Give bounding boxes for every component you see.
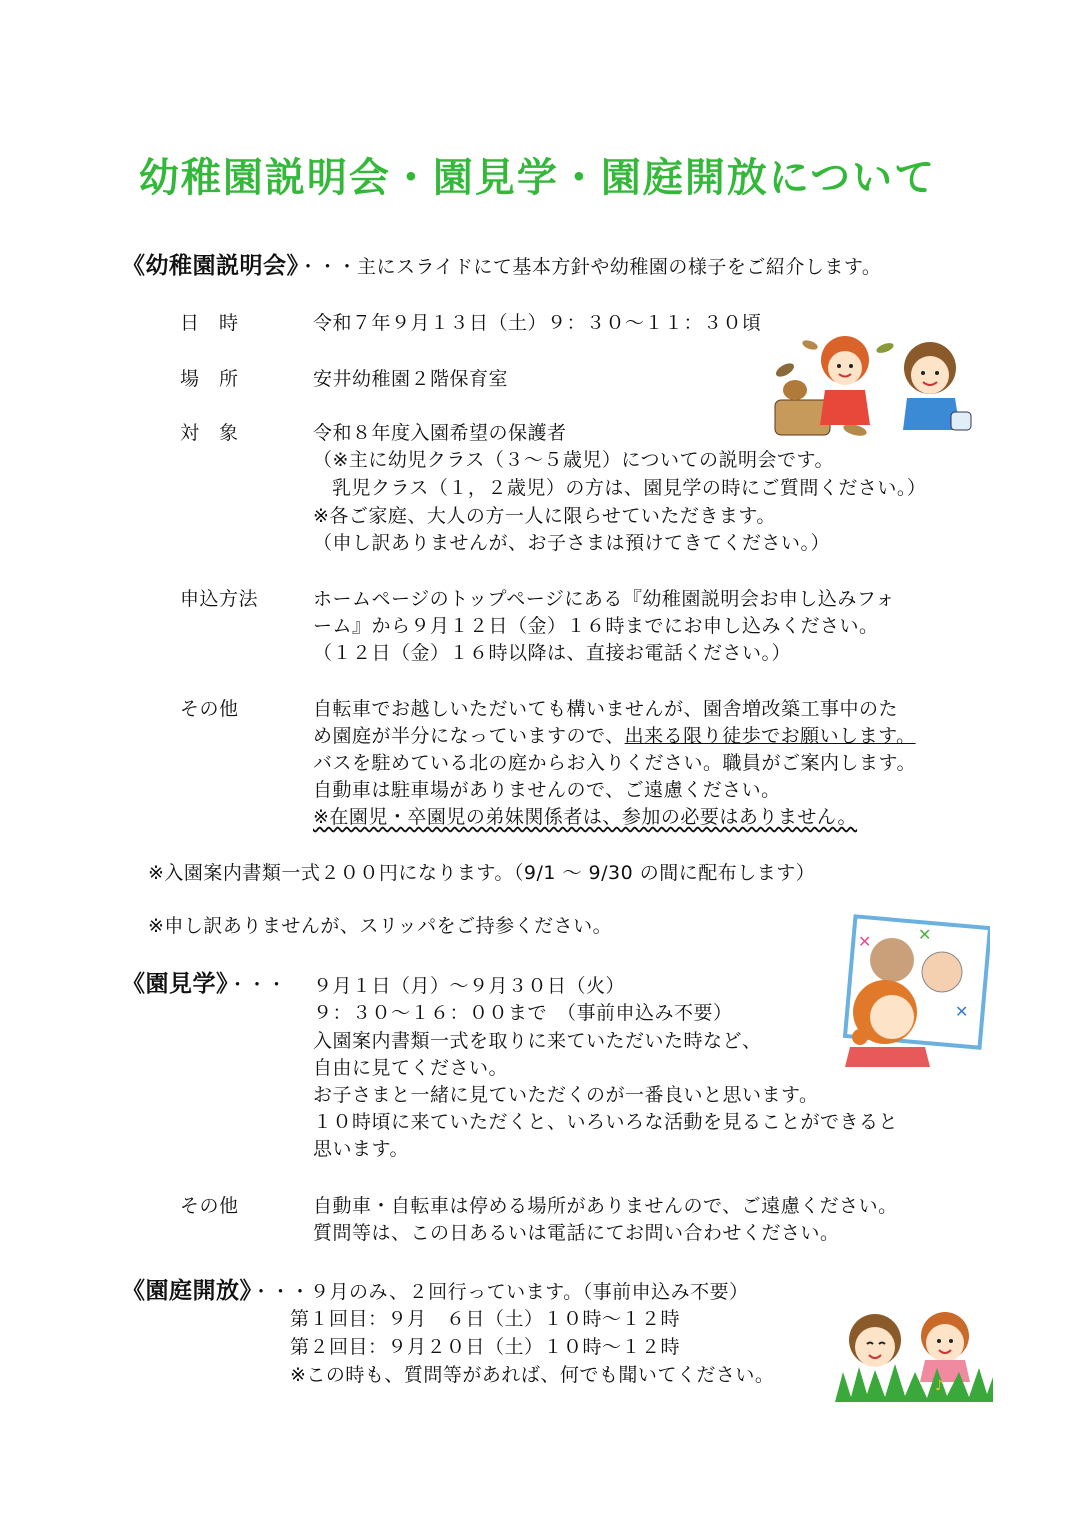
moushikomi-label: 申込方法 bbox=[180, 588, 259, 610]
sonota-line: 自動車は駐車場がありませんので、ご遠慮ください。 bbox=[313, 779, 781, 801]
kengaku-sonota-line: 自動車・自転車は停める場所がありませんので、ご遠慮ください。 bbox=[313, 1195, 898, 1217]
taisho-line: ※各ご家庭、大人の方一人に限らせていただきます。 bbox=[313, 505, 776, 527]
kengaku-line: 自由に見てください。 bbox=[313, 1057, 509, 1079]
moushikomi-line: ーム』から９月１２日（金）１６時までにお申し込みください。 bbox=[313, 615, 879, 637]
note-slippers: ※申し訳ありませんが、スリッパをご持参ください。 bbox=[148, 915, 613, 937]
sonota-label: その他 bbox=[180, 698, 239, 720]
taisho-line: （申し訳ありませんが、お子さまは預けてきてください。） bbox=[313, 532, 831, 554]
sonota-line: 自転車でお越しいただいても構いませんが、園舎増改築工事中のた bbox=[313, 698, 899, 720]
music-note-icon: ♪ bbox=[935, 1378, 944, 1394]
taisho-label: 対 象 bbox=[180, 422, 239, 444]
svg-text:✕: ✕ bbox=[918, 925, 932, 944]
kengaku-sonota-label: その他 bbox=[180, 1195, 239, 1217]
kengaku-line: ９：３０～１６：００まで （事前申込み不要） bbox=[313, 1002, 733, 1024]
children-autumn-picnic-illustration bbox=[765, 330, 995, 445]
setsumeikai-section bbox=[122, 253, 881, 280]
grandfather-face bbox=[870, 938, 914, 982]
kengaku-line: １０時頃に来ていただくと、いろいろな活動を見ることができると bbox=[313, 1111, 899, 1133]
kaiho-intro: ・・・９月のみ、２回行っています。（事前申込み不要） bbox=[251, 1281, 749, 1303]
note-documents: ※入園案内書類一式２００円になります。（9/1 ～ 9/30 の間に配布します） bbox=[148, 862, 816, 884]
kaiho-heading: 《園庭開放》 bbox=[122, 1278, 252, 1304]
girl-figure bbox=[820, 336, 870, 425]
basho-value: 安井幼稚園２階保育室 bbox=[313, 368, 509, 390]
svg-text:✕: ✕ bbox=[858, 932, 872, 951]
sonota-wavy-line: ※在園児・卒園児の弟妹関係者は、参加の必要はありません。 bbox=[313, 806, 858, 828]
sonota-line bbox=[313, 723, 916, 749]
taisho-line: 乳児クラス（１，２歳児）の方は、園見学の時にご質問ください。） bbox=[332, 477, 927, 499]
kaiho-line: ※この時も、質問等があれば、何でも聞いてください。 bbox=[290, 1364, 775, 1386]
sonota-line: バスを駐めている北の庭からお入りください。職員がご案内します。 bbox=[313, 752, 916, 774]
grass bbox=[835, 1364, 993, 1402]
kengaku-heading: 《園見学》 bbox=[122, 971, 228, 997]
kengaku-line: 入園案内書類一式を取りに来ていただいた時など、 bbox=[313, 1030, 762, 1052]
page-title: 幼稚園説明会・園見学・園庭開放について bbox=[138, 155, 937, 201]
grandmother-face bbox=[922, 952, 962, 992]
kengaku-sonota-line: 質問等は、この日あるいは電話にてお問い合わせください。 bbox=[313, 1222, 840, 1244]
squirrel-icon bbox=[783, 380, 807, 400]
boy-figure bbox=[903, 342, 971, 430]
children-playing-grass-illustration bbox=[835, 1302, 993, 1402]
basho-label: 場 所 bbox=[180, 368, 239, 390]
kaiho-section bbox=[122, 1278, 749, 1305]
nichiji-label: 日 時 bbox=[180, 312, 239, 334]
kengaku-line: ９月１日（月）～９月３０日（火） bbox=[313, 975, 626, 997]
setsumeikai-intro: ・・・主にスライドにて基本方針や幼稚園の様子をご紹介します。 bbox=[298, 256, 882, 278]
child-drawing-family-illustration bbox=[830, 912, 990, 1067]
girl-figure bbox=[920, 1312, 970, 1382]
moushikomi-line: （１２日（金）１６時以降は、直接お電話ください。） bbox=[313, 642, 792, 664]
kengaku-line: 思います。 bbox=[313, 1138, 409, 1160]
boy-figure bbox=[849, 1314, 901, 1367]
taisho-line: 令和８年度入園希望の保護者 bbox=[313, 422, 567, 444]
svg-text:✕: ✕ bbox=[955, 1002, 969, 1021]
kengaku-line: お子さまと一緒に見ていただくのが一番良いと思います。 bbox=[313, 1084, 819, 1106]
setsumeikai-heading: 《幼稚園説明会》 bbox=[122, 253, 299, 279]
nichiji-value: 令和７年９月１３日（土）９：３０～１１：３０頃 bbox=[313, 312, 762, 334]
kengaku-heading-row bbox=[122, 971, 287, 998]
moushikomi-line: ホームページのトップページにある『幼稚園説明会お申し込みフォ bbox=[313, 588, 895, 610]
kengaku-dots: ・・・ bbox=[228, 974, 287, 996]
sonota-underlined-text: 出来る限り徒歩でお願いします。 bbox=[624, 725, 916, 747]
kaiho-line: 第２回目：９月２０日（土）１０時～１２時 bbox=[290, 1336, 681, 1358]
taisho-line: （※主に幼児クラス（３～５歳児）についての説明会です。 bbox=[313, 449, 834, 471]
sonota-line-text: め園庭が半分になっていますので、 bbox=[313, 725, 625, 747]
kaiho-line: 第１回目：９月 ６日（土）１０時～１２時 bbox=[290, 1308, 681, 1330]
